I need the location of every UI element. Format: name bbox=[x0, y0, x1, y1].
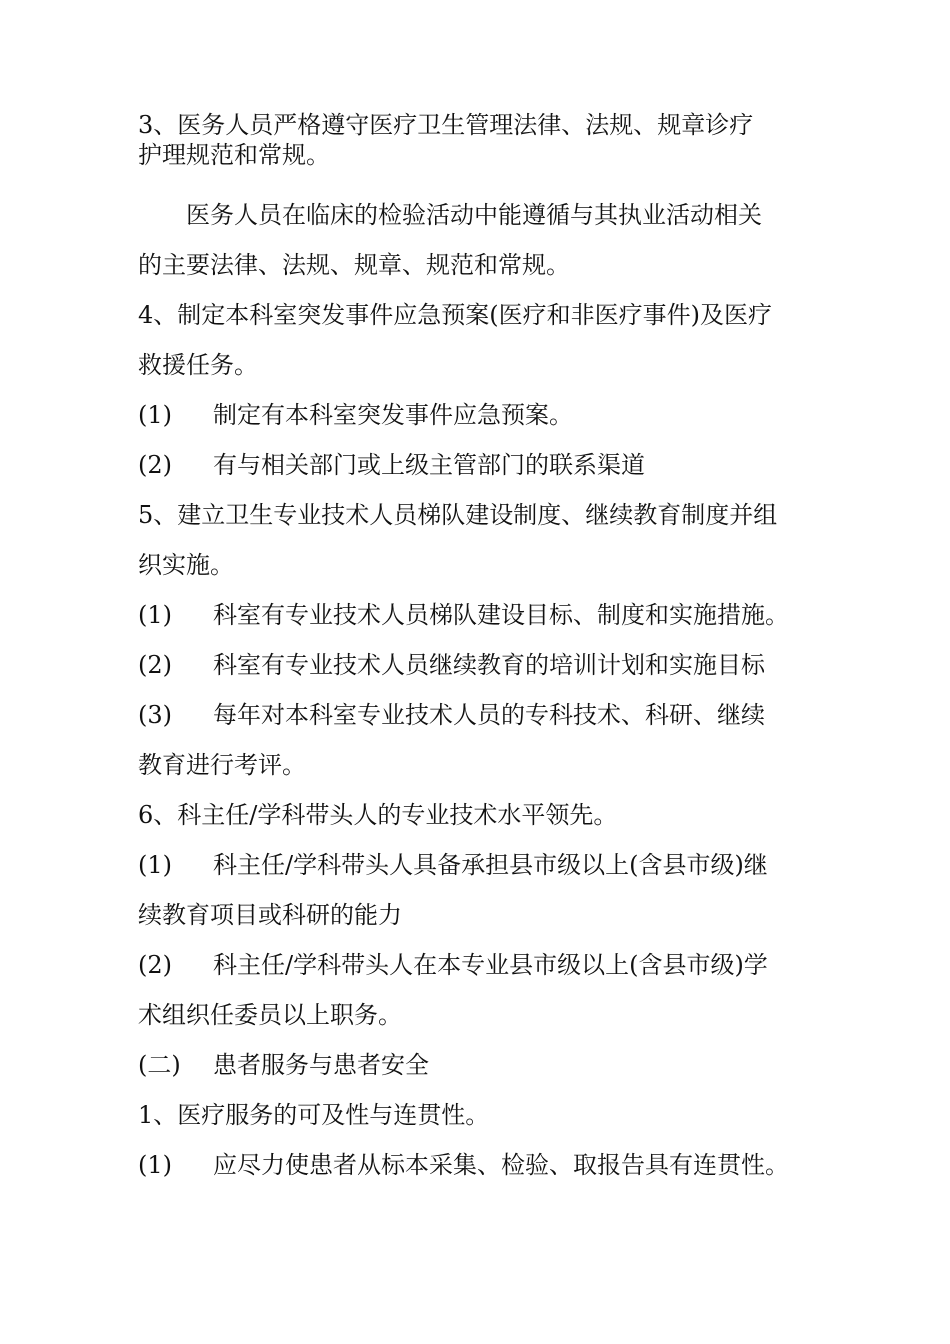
paragraph-line: 续教育项目或科研的能力 bbox=[138, 901, 402, 929]
paragraph-line: 教育进行考评。 bbox=[138, 751, 306, 779]
list-item-text: 每年对本科室专业技术人员的专科技术、科研、继续 bbox=[213, 701, 765, 729]
list-item bbox=[138, 440, 828, 490]
paragraph-line: 医务人员在临床的检验活动中能遵循与其执业活动相关 bbox=[186, 201, 762, 229]
paragraph-line: 救援任务。 bbox=[138, 351, 258, 379]
paragraph-line: 织实施。 bbox=[138, 551, 234, 579]
paragraph-line: 5、建立卫生专业技术人员梯队建设制度、继续教育制度并组 bbox=[138, 501, 778, 529]
list-item-text: 制定有本科室突发事件应急预案。 bbox=[213, 401, 573, 429]
list-item bbox=[138, 840, 828, 890]
list-item-text: 应尽力使患者从标本采集、检验、取报告具有连贯性。 bbox=[213, 1151, 789, 1179]
list-item bbox=[138, 640, 828, 690]
list-item-text: 科主任/学科带头人具备承担县市级以上(含县市级)继 bbox=[213, 851, 768, 879]
list-item bbox=[138, 390, 828, 440]
list-item-number: (2) bbox=[138, 451, 172, 479]
list-item bbox=[138, 690, 828, 740]
list-item-text: 科室有专业技术人员继续教育的培训计划和实施目标 bbox=[213, 651, 765, 679]
section-number: (二) bbox=[138, 1051, 181, 1079]
list-item-number: (3) bbox=[138, 701, 172, 729]
paragraph-line: 术组织任委员以上职务。 bbox=[138, 1001, 402, 1029]
paragraph-line: 1、医疗服务的可及性与连贯性。 bbox=[138, 1101, 490, 1129]
list-item-text: 科室有专业技术人员梯队建设目标、制度和实施措施。 bbox=[213, 601, 789, 629]
text-line: 护理规范和常规。 bbox=[138, 141, 330, 169]
section-heading bbox=[138, 1040, 828, 1090]
paragraph-line: 的主要法律、法规、规章、规范和常规。 bbox=[138, 251, 570, 279]
paragraph-line: 4、制定本科室突发事件应急预案(医疗和非医疗事件)及医疗 bbox=[138, 301, 772, 329]
list-item-number: (1) bbox=[138, 1151, 172, 1179]
list-item-number: (2) bbox=[138, 951, 172, 979]
paragraph-line bbox=[138, 110, 828, 170]
list-item-text: 有与相关部门或上级主管部门的联系渠道 bbox=[213, 451, 645, 479]
list-item bbox=[138, 1140, 828, 1190]
list-item bbox=[138, 940, 828, 990]
document-body bbox=[138, 110, 828, 1190]
list-item-number: (1) bbox=[138, 851, 172, 879]
list-item-number: (1) bbox=[138, 601, 172, 629]
text-line: 3、医务人员严格遵守医疗卫生管理法律、法规、规章诊疗 bbox=[138, 111, 754, 139]
paragraph-line: 6、科主任/学科带头人的专业技术水平领先。 bbox=[138, 801, 618, 829]
list-item bbox=[138, 590, 828, 640]
section-title: 患者服务与患者安全 bbox=[213, 1051, 429, 1079]
list-item-number: (1) bbox=[138, 401, 172, 429]
list-item-number: (2) bbox=[138, 651, 172, 679]
list-item-text: 科主任/学科带头人在本专业县市级以上(含县市级)学 bbox=[213, 951, 768, 979]
